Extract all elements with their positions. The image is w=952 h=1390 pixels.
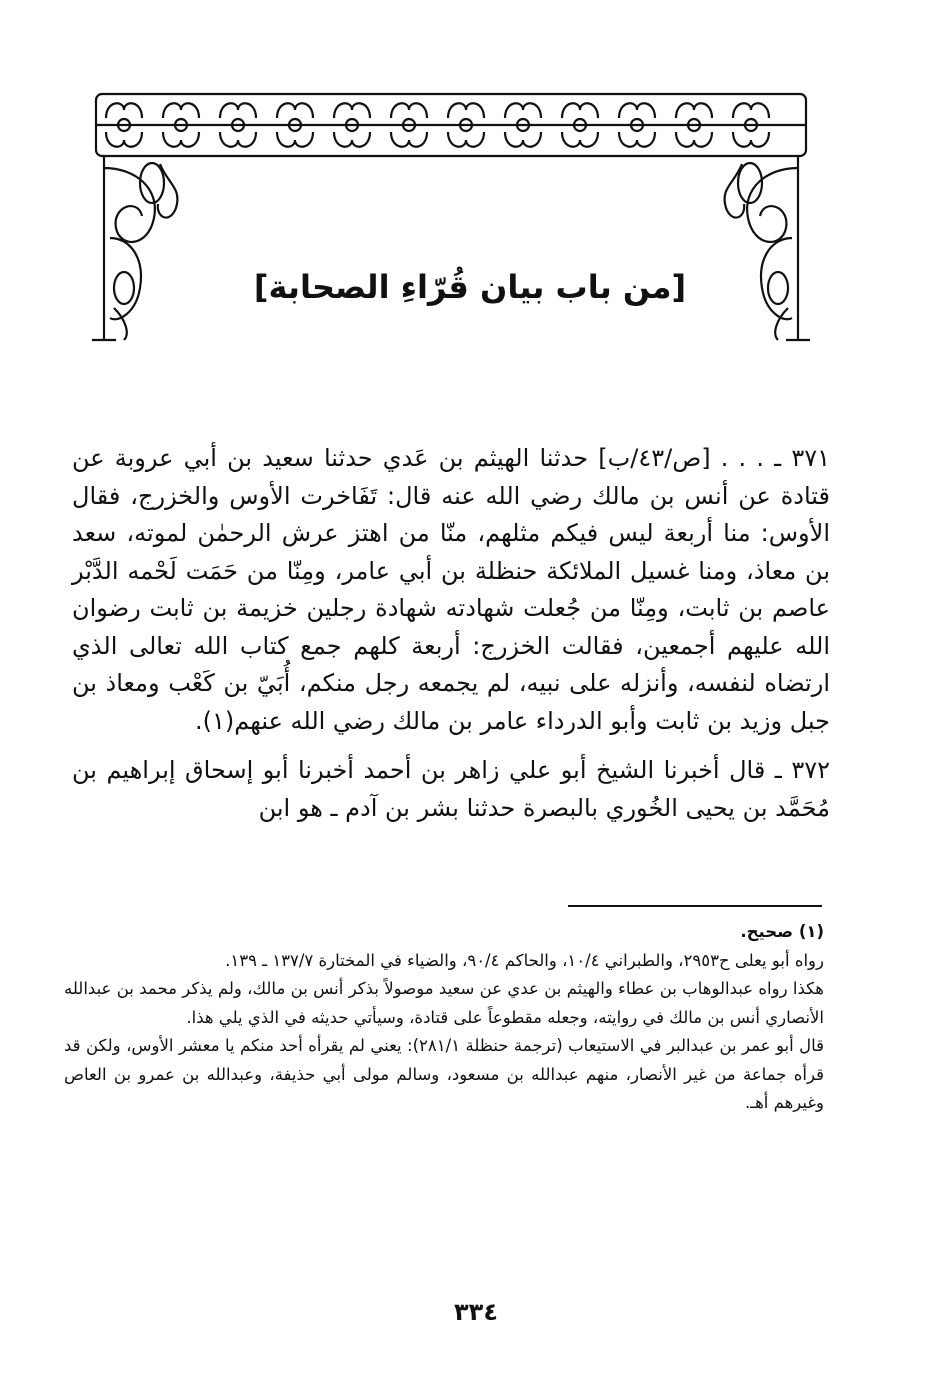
- knot-loop-top: [220, 103, 256, 118]
- knot-loop-top: [277, 103, 313, 118]
- knot-loop-bottom: [733, 132, 769, 147]
- footnote-line: قال أبو عمر بن عبدالبر في الاستيعاب (ترجمة حنظلة ٢٨١/١): يعني لم يقرأه أحد منكم يا معشر الأوس، ولكن قد قرأه جماعة من غير الأنصار، منهم عبدالله بن مسعود، وسالم مولى أبي حذيفة، وعبدالله بن عمرو بن العاص وغيرهم أهـ.: [64, 1036, 824, 1112]
- knot-loop-bottom: [277, 132, 313, 147]
- knot-loop-top: [562, 103, 598, 118]
- knot-loop-top: [163, 103, 199, 118]
- knot-loop-bottom: [619, 132, 655, 147]
- knot-loop-top: [505, 103, 541, 118]
- knot-loop-bottom: [505, 132, 541, 147]
- footnote-heading: (١) صحيح.: [740, 922, 824, 941]
- knot-loop-top: [733, 103, 769, 118]
- body-text: [72, 440, 830, 827]
- knot-loop-top: [334, 103, 370, 118]
- footnote-separator: [568, 905, 822, 907]
- knot-loop-top: [619, 103, 655, 118]
- hadith-372-paragraph: ٣٧٢ ـ قال أخبرنا الشيخ أبو علي زاهر بن أحمد أخبرنا أبو إسحاق إبراهيم بن مُحَمَّد بن يحيى الخُوري بالبصرة حدثنا بشر بن آدم ـ هو ابن: [72, 756, 830, 822]
- knot-loop-bottom: [391, 132, 427, 147]
- chapter-title: [من باب بيان قُرّاءِ الصحابة]: [253, 268, 687, 306]
- footnote-line: هكذا رواه عبدالوهاب بن عطاء والهيثم بن عدي عن سعيد موصولاً بذكر أنس بن مالك، ولم يذكر محمد بن عبدالله الأنصاري أنس بن مالك في روايته، وجعله مقطوعاً على قتادة، وسيأتي حديثه في الذي يلي هذا.: [64, 979, 824, 1027]
- footnotes: [64, 918, 824, 1118]
- knot-loop-bottom: [163, 132, 199, 147]
- knot-loop-top: [391, 103, 427, 118]
- knot-loop-bottom: [562, 132, 598, 147]
- knot-loop-bottom: [106, 132, 142, 147]
- knot-loop-top: [676, 103, 712, 118]
- knot-loop-bottom: [334, 132, 370, 147]
- knot-loop-top: [106, 103, 142, 118]
- footnote-line: رواه أبو يعلى ح٢٩٥٣، والطبراني ١٠/٤، والحاكم ٩٠/٤، والضياء في المختارة ١٣٧/٧ ـ ١٣٩.: [225, 950, 824, 970]
- hadith-371-paragraph: ٣٧١ ـ . . . [ص/٤٣/ب] حدثنا الهيثم بن عَدي حدثنا سعيد بن أبي عروبة عن قتادة عن أنس بن مالك رضي الله عنه قال: تَفَاخرت الأوس والخزرج، فقال الأوس: منا أربعة ليس فيكم مثلهم، منّا من اهتز عرش الرحمٰن لموته، سعد بن معاذ، ومنا غسيل الملائكة حنظلة بن أبي عامر، ومِنّا من حَمَت لَحْمه الدَّبْر عاصم بن ثابت، ومِنّا من جُعلت شهادته شهادة رجلين خزيمة بن ثابت رضوان الله عليهم أجمعين، فقالت الخزرج: أربعة كلهم جمع كتاب الله تعالى الذي ارتضاه لنفسه، وأنزله على نبيه، لم يجمعه رجل منكم، أُبَيّ بن كَعْب ومعاذ بن جبل وزيد بن ثابت وأبو الدرداء عامر بن مالك رضي الله عنهم(١).: [72, 444, 831, 735]
- knot-loop-bottom: [220, 132, 256, 147]
- page-number: ٣٣٤: [454, 1298, 498, 1326]
- knot-loop-top: [448, 103, 484, 118]
- knot-loop-bottom: [448, 132, 484, 147]
- knot-loop-bottom: [676, 132, 712, 147]
